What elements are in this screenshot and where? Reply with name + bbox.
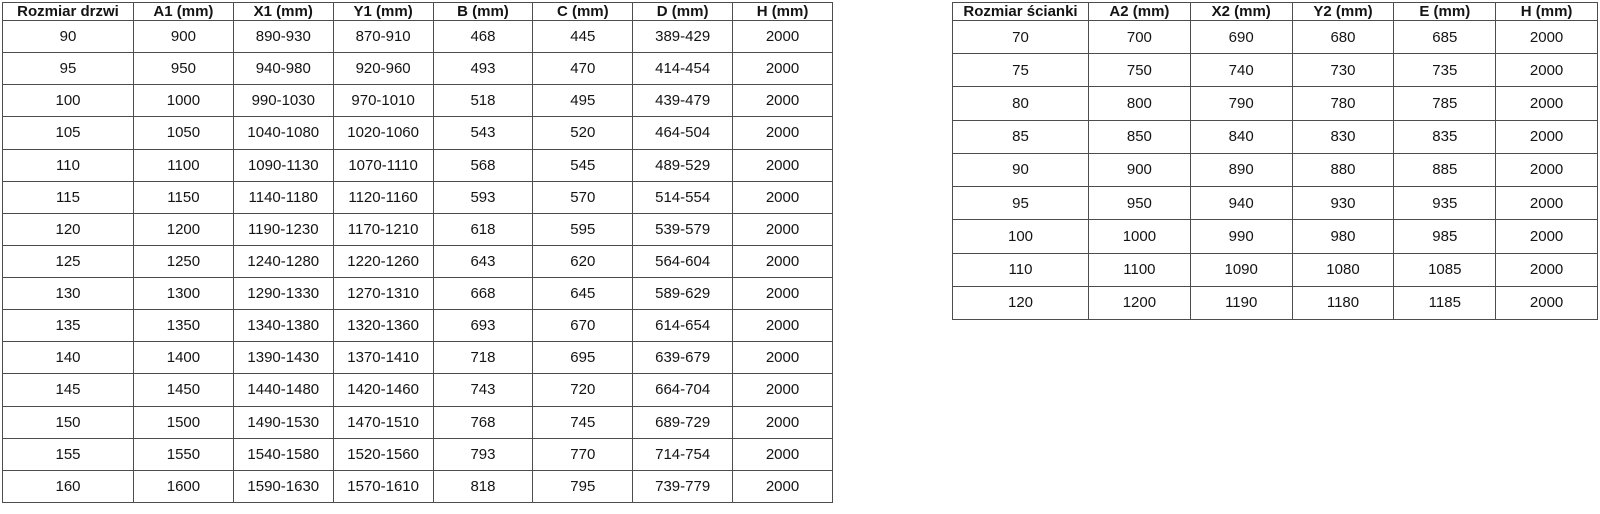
header-row [3,3,833,21]
table-cell: 564-604 [633,245,733,277]
table-cell: 70 [953,21,1089,54]
table-cell: 970-1010 [333,85,433,117]
table-cell: 618 [433,213,533,245]
table-cell: 990 [1190,220,1292,253]
table-cell: 2000 [1496,187,1598,220]
table-cell: 105 [3,117,134,149]
table-row [953,153,1598,186]
table-cell: 130 [3,278,134,310]
table-cell: 115 [3,181,134,213]
table-cell: 793 [433,438,533,470]
table-cell: 890 [1190,153,1292,186]
table-cell: 1190 [1190,286,1292,319]
table-cell: 570 [533,181,633,213]
table-cell: 1040-1080 [233,117,333,149]
table-row [3,342,833,374]
table-cell: 695 [533,342,633,374]
table-cell: 990-1030 [233,85,333,117]
table-cell: 120 [953,286,1089,319]
table-cell: 1300 [134,278,234,310]
header-cell: H (mm) [1496,3,1598,21]
header-cell: Y2 (mm) [1292,3,1394,21]
table-cell: 935 [1394,187,1496,220]
table-cell: 664-704 [633,374,733,406]
table-cell: 140 [3,342,134,374]
table-cell: 980 [1292,220,1394,253]
table-cell: 1085 [1394,253,1496,286]
table-cell: 739-779 [633,470,733,502]
table-cell: 639-679 [633,342,733,374]
table-cell: 595 [533,213,633,245]
table-cell: 445 [533,21,633,53]
table-cell: 930 [1292,187,1394,220]
table-cell: 730 [1292,54,1394,87]
table-cell: 1120-1160 [333,181,433,213]
table-cell: 790 [1190,87,1292,120]
table-cell: 120 [3,213,134,245]
table-row [953,120,1598,153]
header-cell: Rozmiar drzwi [3,3,134,21]
table-cell: 818 [433,470,533,502]
table-cell: 1190-1230 [233,213,333,245]
table-cell: 1490-1530 [233,406,333,438]
table-row [3,117,833,149]
table-cell: 835 [1394,120,1496,153]
table-cell: 1450 [134,374,234,406]
table-cell: 80 [953,87,1089,120]
table-row [3,181,833,213]
table-cell: 90 [953,153,1089,186]
table-cell: 2000 [733,245,833,277]
table-cell: 735 [1394,54,1496,87]
table-row [3,245,833,277]
table-cell: 2000 [1496,286,1598,319]
table-cell: 718 [433,342,533,374]
table-cell: 90 [3,21,134,53]
header-cell: D (mm) [633,3,733,21]
table-cell: 514-554 [633,181,733,213]
table-cell: 1400 [134,342,234,374]
table-row [953,286,1598,319]
table-cell: 1070-1110 [333,149,433,181]
table-cell: 795 [533,470,633,502]
table-cell: 110 [3,149,134,181]
table-cell: 680 [1292,21,1394,54]
header-cell: Y1 (mm) [333,3,433,21]
table-cell: 2000 [1496,21,1598,54]
table-cell: 785 [1394,87,1496,120]
table-cell: 643 [433,245,533,277]
table-cell: 1090-1130 [233,149,333,181]
table-cell: 1000 [1089,220,1191,253]
table-cell: 614-654 [633,310,733,342]
table-cell: 2000 [733,21,833,53]
table-cell: 1080 [1292,253,1394,286]
table-cell: 589-629 [633,278,733,310]
table-cell: 693 [433,310,533,342]
table-cell: 1200 [1089,286,1191,319]
table-cell: 768 [433,406,533,438]
door-size-table [2,2,833,503]
table-cell: 900 [1089,153,1191,186]
table-cell: 543 [433,117,533,149]
table-row [3,374,833,406]
header-cell: E (mm) [1394,3,1496,21]
header-cell: X2 (mm) [1190,3,1292,21]
table-cell: 985 [1394,220,1496,253]
table-cell: 1340-1380 [233,310,333,342]
table-cell: 950 [1089,187,1191,220]
table-cell: 885 [1394,153,1496,186]
table-cell: 125 [3,245,134,277]
table-row [3,406,833,438]
table-cell: 1090 [1190,253,1292,286]
table-cell: 1440-1480 [233,374,333,406]
header-cell: B (mm) [433,3,533,21]
table-cell: 568 [433,149,533,181]
table-cell: 700 [1089,21,1191,54]
table-cell: 1140-1180 [233,181,333,213]
table-cell: 2000 [733,406,833,438]
table-cell: 1170-1210 [333,213,433,245]
table-row [953,253,1598,286]
table-cell: 2000 [1496,153,1598,186]
table-cell: 890-930 [233,21,333,53]
table-cell: 1600 [134,470,234,502]
table-cell: 950 [134,53,234,85]
table-cell: 464-504 [633,117,733,149]
table-cell: 439-479 [633,85,733,117]
table-cell: 840 [1190,120,1292,153]
table-cell: 2000 [733,470,833,502]
table-cell: 155 [3,438,134,470]
table-cell: 2000 [733,117,833,149]
table-cell: 1150 [134,181,234,213]
table-cell: 150 [3,406,134,438]
table-cell: 539-579 [633,213,733,245]
table-cell: 95 [953,187,1089,220]
table-cell: 1185 [1394,286,1496,319]
table-cell: 1320-1360 [333,310,433,342]
table-cell: 2000 [733,181,833,213]
table-cell: 1270-1310 [333,278,433,310]
table-cell: 2000 [733,310,833,342]
table-cell: 1050 [134,117,234,149]
table-cell: 493 [433,53,533,85]
table-cell: 1370-1410 [333,342,433,374]
table-cell: 2000 [733,438,833,470]
table-row [3,470,833,502]
table-cell: 470 [533,53,633,85]
table-cell: 743 [433,374,533,406]
table-cell: 1540-1580 [233,438,333,470]
table-cell: 110 [953,253,1089,286]
table-cell: 745 [533,406,633,438]
table-cell: 468 [433,21,533,53]
table-cell: 770 [533,438,633,470]
header-cell: C (mm) [533,3,633,21]
table-cell: 740 [1190,54,1292,87]
header-cell: A1 (mm) [134,3,234,21]
table-cell: 1100 [1089,253,1191,286]
table-cell: 800 [1089,87,1191,120]
table-cell: 100 [953,220,1089,253]
table-row [953,54,1598,87]
table-cell: 2000 [733,85,833,117]
table-cell: 2000 [1496,220,1598,253]
table-cell: 1500 [134,406,234,438]
table-cell: 2000 [733,342,833,374]
table-cell: 1240-1280 [233,245,333,277]
table-cell: 1470-1510 [333,406,433,438]
table-cell: 85 [953,120,1089,153]
table-cell: 750 [1089,54,1191,87]
wall-size-table-container [952,2,1598,320]
table-cell: 620 [533,245,633,277]
table-row [3,278,833,310]
table-cell: 2000 [733,278,833,310]
table-cell: 2000 [1496,120,1598,153]
table-cell: 489-529 [633,149,733,181]
table-cell: 1000 [134,85,234,117]
table-cell: 1200 [134,213,234,245]
table-cell: 1520-1560 [333,438,433,470]
table-cell: 1180 [1292,286,1394,319]
table-row [953,21,1598,54]
table-cell: 1350 [134,310,234,342]
table-cell: 920-960 [333,53,433,85]
table-cell: 145 [3,374,134,406]
table-cell: 520 [533,117,633,149]
table-cell: 685 [1394,21,1496,54]
table-cell: 690 [1190,21,1292,54]
table-row [3,21,833,53]
table-cell: 2000 [733,53,833,85]
table-cell: 689-729 [633,406,733,438]
table-cell: 1590-1630 [233,470,333,502]
table-row [953,220,1598,253]
table-cell: 2000 [733,374,833,406]
table-cell: 1250 [134,245,234,277]
table-cell: 830 [1292,120,1394,153]
table-cell: 1100 [134,149,234,181]
table-cell: 670 [533,310,633,342]
table-cell: 389-429 [633,21,733,53]
table-cell: 645 [533,278,633,310]
table-cell: 1390-1430 [233,342,333,374]
table-cell: 714-754 [633,438,733,470]
table-cell: 75 [953,54,1089,87]
header-cell: A2 (mm) [1089,3,1191,21]
header-cell: X1 (mm) [233,3,333,21]
table-cell: 545 [533,149,633,181]
table-cell: 1550 [134,438,234,470]
table-cell: 2000 [1496,54,1598,87]
table-cell: 518 [433,85,533,117]
table-cell: 2000 [733,149,833,181]
table-cell: 1020-1060 [333,117,433,149]
table-cell: 668 [433,278,533,310]
table-cell: 160 [3,470,134,502]
table-cell: 2000 [1496,253,1598,286]
table-cell: 495 [533,85,633,117]
table-cell: 1290-1330 [233,278,333,310]
table-cell: 593 [433,181,533,213]
table-row [3,149,833,181]
table-cell: 940 [1190,187,1292,220]
table-cell: 414-454 [633,53,733,85]
table-cell: 100 [3,85,134,117]
table-cell: 850 [1089,120,1191,153]
header-row [953,3,1598,21]
wall-size-table [952,2,1598,320]
table-cell: 720 [533,374,633,406]
table-cell: 2000 [733,213,833,245]
table-cell: 780 [1292,87,1394,120]
table-row [953,187,1598,220]
table-row [3,85,833,117]
table-cell: 135 [3,310,134,342]
table-cell: 2000 [1496,87,1598,120]
table-cell: 1570-1610 [333,470,433,502]
table-cell: 1220-1260 [333,245,433,277]
table-cell: 1420-1460 [333,374,433,406]
header-cell: H (mm) [733,3,833,21]
table-row [3,213,833,245]
table-row [953,87,1598,120]
table-cell: 880 [1292,153,1394,186]
table-cell: 900 [134,21,234,53]
header-cell: Rozmiar ścianki [953,3,1089,21]
table-row [3,53,833,85]
table-cell: 95 [3,53,134,85]
table-row [3,438,833,470]
table-cell: 940-980 [233,53,333,85]
door-size-table-container [2,2,833,503]
table-cell: 870-910 [333,21,433,53]
table-row [3,310,833,342]
